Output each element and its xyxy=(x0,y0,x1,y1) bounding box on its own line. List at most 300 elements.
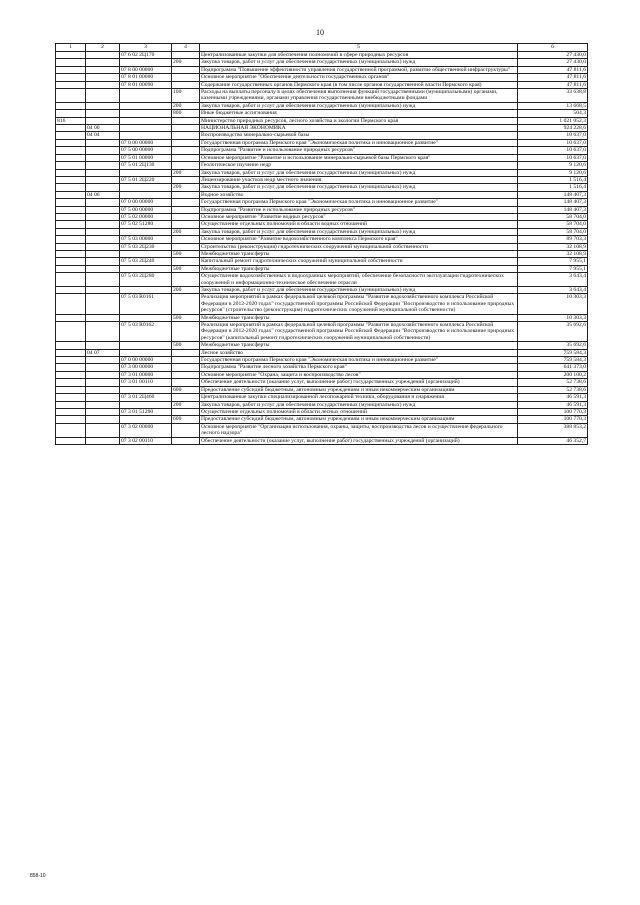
table-row xyxy=(56,349,588,356)
target-code-cell: 07 0 00 00000 xyxy=(120,357,172,364)
amount-cell: 100 770,3 xyxy=(518,408,588,415)
table-row xyxy=(56,228,588,235)
expense-type-cell xyxy=(172,379,200,386)
expense-type-cell: 600 xyxy=(172,386,200,393)
target-code-cell xyxy=(120,250,172,257)
expense-type-cell xyxy=(172,154,200,161)
target-code-cell xyxy=(120,342,172,349)
table-row xyxy=(56,236,588,243)
admin-code-cell xyxy=(56,59,86,66)
target-code-cell xyxy=(120,416,172,423)
description-cell: Основное мероприятие "Развитие водных ресурсов" xyxy=(200,213,518,220)
expense-type-cell: 200 xyxy=(172,228,200,235)
footer-code: 858-10 xyxy=(30,873,46,879)
amount-cell: 100 770,3 xyxy=(518,416,588,423)
section-code-cell xyxy=(86,364,120,371)
table-row xyxy=(56,147,588,154)
target-code-cell: 07 5 03 R0162 xyxy=(120,322,172,342)
admin-code-cell xyxy=(56,364,86,371)
table-row xyxy=(56,357,588,364)
amount-cell: 924 228,6 xyxy=(518,125,588,132)
admin-code-cell xyxy=(56,169,86,176)
table-row xyxy=(56,265,588,272)
table-row xyxy=(56,154,588,161)
section-code-cell xyxy=(86,184,120,191)
description-cell: Водное хозяйство xyxy=(200,191,518,198)
admin-code-cell xyxy=(56,206,86,213)
amount-cell: 35 692,6 xyxy=(518,322,588,342)
section-code-cell xyxy=(86,437,120,444)
admin-code-cell xyxy=(56,52,86,59)
target-code-cell: 07 5 03 00000 xyxy=(120,236,172,243)
amount-cell: 388 853,2 xyxy=(518,423,588,437)
section-code-cell xyxy=(86,314,120,321)
description-cell: Закупка товаров, работ и услуг для обеспечения государственных (муниципальных) нужд xyxy=(200,401,518,408)
table-row xyxy=(56,206,588,213)
description-cell: Лесное хозяйство xyxy=(200,349,518,356)
admin-code-cell xyxy=(56,250,86,257)
table-row xyxy=(56,110,588,117)
description-cell: Строительство (реконструкция) гидротехнических сооружений муниципальной собственности xyxy=(200,243,518,250)
column-header: 4 xyxy=(172,44,200,52)
admin-code-cell xyxy=(56,102,86,109)
description-cell: Закупка товаров, работ и услуг для обеспечения государственных (муниципальных) нужд xyxy=(200,169,518,176)
amount-cell: 46 591,3 xyxy=(518,394,588,401)
section-code-cell xyxy=(86,265,120,272)
expense-type-cell xyxy=(172,125,200,132)
admin-code-cell xyxy=(56,258,86,265)
amount-cell: 46 352,7 xyxy=(518,437,588,444)
admin-code-cell xyxy=(56,228,86,235)
admin-code-cell xyxy=(56,110,86,117)
admin-code-cell xyxy=(56,139,86,146)
table-row xyxy=(56,371,588,378)
description-cell: Лицензирование участков недр местного значения xyxy=(200,176,518,183)
description-cell: Геологическое изучение недр xyxy=(200,162,518,169)
target-code-cell xyxy=(120,386,172,393)
expense-type-cell xyxy=(172,236,200,243)
table-row xyxy=(56,273,588,287)
section-code-cell xyxy=(86,206,120,213)
expense-type-cell: 100 xyxy=(172,89,200,103)
admin-code-cell xyxy=(56,386,86,393)
target-code-cell: 07 3 01 51290 xyxy=(120,408,172,415)
description-cell: Государственная программа Пермского края "Экономическая политика и инновационное развитие" xyxy=(200,139,518,146)
expense-type-cell xyxy=(172,66,200,73)
table-row xyxy=(56,250,588,257)
expense-type-cell xyxy=(172,294,200,314)
table-row xyxy=(56,258,588,265)
admin-code-cell xyxy=(56,132,86,139)
expense-type-cell: 200 xyxy=(172,169,200,176)
amount-cell: 10 303,3 xyxy=(518,314,588,321)
description-cell: Обеспечение деятельности (оказание услуг, выполнение работ) государственных учреждений (организаций) xyxy=(200,379,518,386)
section-code-cell xyxy=(86,322,120,342)
expense-type-cell: 500 xyxy=(172,314,200,321)
amount-cell: 35 692,6 xyxy=(518,342,588,349)
table-row xyxy=(56,294,588,314)
target-code-cell: 07 3 01 00000 xyxy=(120,371,172,378)
section-code-cell xyxy=(86,169,120,176)
budget-table xyxy=(55,43,588,445)
description-cell: Министерство природных ресурсов, лесного хозяйства и экологии Пермского края xyxy=(200,117,518,124)
target-code-cell xyxy=(120,191,172,198)
admin-code-cell xyxy=(56,394,86,401)
expense-type-cell xyxy=(172,394,200,401)
section-code-cell xyxy=(86,258,120,265)
description-cell: Подпрограмма "Развитие лесного хозяйства Пермского края" xyxy=(200,364,518,371)
section-code-cell xyxy=(86,236,120,243)
expense-type-cell: 500 xyxy=(172,265,200,272)
table-row xyxy=(56,184,588,191)
section-code-cell xyxy=(86,147,120,154)
description-cell: Предоставление субсидий бюджетным, автономным учреждениям и иным некоммерческим организациям xyxy=(200,416,518,423)
description-cell: Централизованные закупки для обеспечения полномочий в сфере природных ресурсов xyxy=(200,52,518,59)
admin-code-cell xyxy=(56,416,86,423)
target-code-cell: 07 5 02 00000 xyxy=(120,213,172,220)
table-row xyxy=(56,243,588,250)
target-code-cell xyxy=(120,110,172,117)
amount-cell: 52 738,6 xyxy=(518,386,588,393)
target-code-cell: 07 3 01 00110 xyxy=(120,379,172,386)
section-code-cell xyxy=(86,59,120,66)
description-cell: Воспроизводство минерально-сырьевой базы xyxy=(200,132,518,139)
description-cell: Обеспечение деятельности (оказание услуг, выполнение работ) государственных учреждений (организаций) xyxy=(200,437,518,444)
amount-cell: 10 637,0 xyxy=(518,147,588,154)
table-row xyxy=(56,191,588,198)
section-code-cell xyxy=(86,243,120,250)
target-code-cell: 07 0 00 00000 xyxy=(120,199,172,206)
column-header: 6 xyxy=(518,44,588,52)
section-code-cell xyxy=(86,110,120,117)
expense-type-cell xyxy=(172,162,200,169)
expense-type-cell xyxy=(172,213,200,220)
table-row xyxy=(56,66,588,73)
target-code-cell: 07 5 03 2Ц280 xyxy=(120,273,172,287)
amount-cell: 7 955,1 xyxy=(518,258,588,265)
expense-type-cell xyxy=(172,199,200,206)
section-code-cell xyxy=(86,199,120,206)
amount-cell: 759 584,3 xyxy=(518,349,588,356)
target-code-cell xyxy=(120,132,172,139)
description-cell: Подпрограмма "Развитие и использование природных ресурсов" xyxy=(200,147,518,154)
admin-code-cell xyxy=(56,147,86,154)
description-cell: Государственная программа Пермского края "Экономическая политика и инновационное развитие" xyxy=(200,199,518,206)
description-cell: Подпрограмма "Повышение эффективности управления государственной программой, развитие общественной инфраструктуры" xyxy=(200,66,518,73)
amount-cell: 1 516,4 xyxy=(518,184,588,191)
target-code-cell: 07 3 02 00110 xyxy=(120,437,172,444)
description-cell: НАЦИОНАЛЬНАЯ ЭКОНОМИКА xyxy=(200,125,518,132)
admin-code-cell xyxy=(56,221,86,228)
section-code-cell xyxy=(86,81,120,88)
admin-code-cell xyxy=(56,74,86,81)
admin-code-cell xyxy=(56,89,86,103)
table-row xyxy=(56,221,588,228)
section-code-cell xyxy=(86,102,120,109)
admin-code-cell xyxy=(56,322,86,342)
expense-type-cell xyxy=(172,117,200,124)
amount-cell: 148 407,3 xyxy=(518,199,588,206)
table-row xyxy=(56,102,588,109)
amount-cell: 1 021 052,3 xyxy=(518,117,588,124)
amount-cell: 13 668,5 xyxy=(518,102,588,109)
expense-type-cell xyxy=(172,176,200,183)
target-code-cell: 07 5 02 51280 xyxy=(120,221,172,228)
target-code-cell: 07 0 00 00000 xyxy=(120,139,172,146)
target-code-cell: 07 5 03 R0161 xyxy=(120,294,172,314)
target-code-cell xyxy=(120,401,172,408)
description-cell: Предоставление субсидий бюджетным, автономным учреждениям и иным некоммерческим организациям xyxy=(200,386,518,393)
table-header-row xyxy=(56,44,588,52)
admin-code-cell xyxy=(56,349,86,356)
amount-cell: 10 303,3 xyxy=(518,294,588,314)
section-code-cell xyxy=(86,379,120,386)
admin-code-cell xyxy=(56,371,86,378)
table-row xyxy=(56,213,588,220)
table-row xyxy=(56,423,588,437)
expense-type-cell: 200 xyxy=(172,184,200,191)
expense-type-cell: 800 xyxy=(172,110,200,117)
description-cell: Централизованные закупки специализированной лесопожарной техники, оборудования и снаряжения xyxy=(200,394,518,401)
description-cell: Осуществление отдельных полномочий в области лесных отношений xyxy=(200,408,518,415)
amount-cell: 504,3 xyxy=(518,110,588,117)
expense-type-cell: 200 xyxy=(172,401,200,408)
section-code-cell: 04 04 xyxy=(86,132,120,139)
section-code-cell xyxy=(86,154,120,161)
table-row xyxy=(56,52,588,59)
expense-type-cell xyxy=(172,408,200,415)
admin-code-cell xyxy=(56,357,86,364)
table-row xyxy=(56,408,588,415)
admin-code-cell xyxy=(56,162,86,169)
expense-type-cell: 600 xyxy=(172,416,200,423)
amount-cell: 47 811,6 xyxy=(518,66,588,73)
admin-code-cell xyxy=(56,408,86,415)
description-cell: Основное мероприятие "Организация использования, охраны, защиты, воспроизводства лесов и осуществление федерального лесного надзора" xyxy=(200,423,518,437)
target-code-cell: 07 8 00 00000 xyxy=(120,66,172,73)
table-row xyxy=(56,322,588,342)
table-row xyxy=(56,81,588,88)
section-code-cell xyxy=(86,371,120,378)
description-cell: Содержание государственных органов Пермского края (в том числе органов государственной власти Пермского края) xyxy=(200,81,518,88)
description-cell: Основное мероприятие "Развитие водохозяйственного комплекса Пермского края" xyxy=(200,236,518,243)
amount-cell: 9 120,6 xyxy=(518,169,588,176)
section-code-cell xyxy=(86,401,120,408)
amount-cell: 47 811,6 xyxy=(518,81,588,88)
amount-cell: 32 108,9 xyxy=(518,250,588,257)
expense-type-cell xyxy=(172,221,200,228)
table-row xyxy=(56,394,588,401)
amount-cell: 46 591,3 xyxy=(518,401,588,408)
expense-type-cell xyxy=(172,364,200,371)
admin-code-cell xyxy=(56,287,86,294)
description-cell: Межбюджетные трансферты xyxy=(200,265,518,272)
expense-type-cell xyxy=(172,81,200,88)
expense-type-cell xyxy=(172,191,200,198)
description-cell: Закупка товаров, работ и услуг для обеспечения государственных (муниципальных) нужд xyxy=(200,184,518,191)
amount-cell: 1 516,4 xyxy=(518,176,588,183)
table-row xyxy=(56,416,588,423)
target-code-cell xyxy=(120,117,172,124)
target-code-cell: 07 5 03 2Ц240 xyxy=(120,258,172,265)
amount-cell: 52 738,6 xyxy=(518,379,588,386)
section-code-cell xyxy=(86,357,120,364)
description-cell: Закупка товаров, работ и услуг для обеспечения государственных (муниципальных) нужд xyxy=(200,287,518,294)
expense-type-cell: 500 xyxy=(172,342,200,349)
table-row xyxy=(56,314,588,321)
expense-type-cell: 200 xyxy=(172,102,200,109)
admin-code-cell xyxy=(56,81,86,88)
amount-cell: 10 637,0 xyxy=(518,132,588,139)
description-cell: Осуществление отдельных полномочий в области водных отношений xyxy=(200,221,518,228)
description-cell: Закупка товаров, работ и услуг для обеспечения государственных (муниципальных) нужд xyxy=(200,228,518,235)
table-row xyxy=(56,379,588,386)
expense-type-cell xyxy=(172,147,200,154)
page-number: 10 xyxy=(316,28,324,37)
table-row xyxy=(56,132,588,139)
target-code-cell xyxy=(120,102,172,109)
section-code-cell xyxy=(86,394,120,401)
table-row xyxy=(56,89,588,103)
section-code-cell: 04 00 xyxy=(86,125,120,132)
admin-code-cell xyxy=(56,191,86,198)
table-row xyxy=(56,342,588,349)
table-row xyxy=(56,176,588,183)
target-code-cell: 07 5 01 2Ц130 xyxy=(120,162,172,169)
target-code-cell: 07 5 03 2Ц230 xyxy=(120,243,172,250)
table-row xyxy=(56,162,588,169)
target-code-cell: 07 5 01 00000 xyxy=(120,154,172,161)
admin-code-cell: 816 xyxy=(56,117,86,124)
table-row xyxy=(56,386,588,393)
amount-cell: 7 955,1 xyxy=(518,265,588,272)
expense-type-cell: 200 xyxy=(172,59,200,66)
table-row xyxy=(56,401,588,408)
target-code-cell: 07 3 02 00000 xyxy=(120,423,172,437)
description-cell: Реализация мероприятий в рамках федеральной целевой программы "Развитие водохозяйственного комплекса Российской Федерации в 2012-2020 годах" государственной программы Российской Федерации "Воспроизводство и использование природных ресурсов" (капитальный ремонт гидротехнических сооружений муниципальной собственности) xyxy=(200,322,518,342)
target-code-cell xyxy=(120,169,172,176)
target-code-cell xyxy=(120,125,172,132)
admin-code-cell xyxy=(56,273,86,287)
amount-cell: 58 704,0 xyxy=(518,221,588,228)
target-code-cell: 07 8 01 00000 xyxy=(120,74,172,81)
description-cell: Межбюджетные трансферты xyxy=(200,250,518,257)
admin-code-cell xyxy=(56,236,86,243)
expense-type-cell xyxy=(172,74,200,81)
amount-cell: 27 430,0 xyxy=(518,52,588,59)
amount-cell: 58 704,0 xyxy=(518,213,588,220)
expense-type-cell: 200 xyxy=(172,287,200,294)
section-code-cell xyxy=(86,294,120,314)
amount-cell: 27 430,0 xyxy=(518,59,588,66)
amount-cell: 10 637,0 xyxy=(518,154,588,161)
admin-code-cell xyxy=(56,342,86,349)
description-cell: Основное мероприятие "Обеспечение деятельности государственных органов" xyxy=(200,74,518,81)
target-code-cell xyxy=(120,228,172,235)
section-code-cell xyxy=(86,250,120,257)
amount-cell: 33 638,8 xyxy=(518,89,588,103)
table-row xyxy=(56,169,588,176)
description-cell: Государственная программа Пермского края "Экономическая политика и инновационное развитие" xyxy=(200,357,518,364)
table-row xyxy=(56,59,588,66)
section-code-cell xyxy=(86,221,120,228)
amount-cell: 32 108,9 xyxy=(518,243,588,250)
amount-cell: 200 100,2 xyxy=(518,371,588,378)
section-code-cell xyxy=(86,342,120,349)
expense-type-cell xyxy=(172,139,200,146)
target-code-cell: 07 5 01 2Ц220 xyxy=(120,176,172,183)
description-cell: Иные бюджетные ассигнования xyxy=(200,110,518,117)
expense-type-cell xyxy=(172,371,200,378)
target-code-cell: 07 6 02 2Ц170 xyxy=(120,52,172,59)
expense-type-cell xyxy=(172,206,200,213)
amount-cell: 3 643,4 xyxy=(518,273,588,287)
section-code-cell xyxy=(86,162,120,169)
section-code-cell xyxy=(86,273,120,287)
section-code-cell xyxy=(86,74,120,81)
admin-code-cell xyxy=(56,314,86,321)
amount-cell: 58 704,0 xyxy=(518,228,588,235)
admin-code-cell xyxy=(56,423,86,437)
amount-cell: 47 811,6 xyxy=(518,74,588,81)
section-code-cell xyxy=(86,213,120,220)
expense-type-cell: 500 xyxy=(172,250,200,257)
description-cell: Расходы на выплаты персоналу в целях обеспечения выполнения функций государственными (муниципальными) органами, казенными учреждениями, органами управления государственными внебюджетными фондами xyxy=(200,89,518,103)
description-cell: Капитальный ремонт гидротехнических сооружений муниципальной собственности xyxy=(200,258,518,265)
admin-code-cell xyxy=(56,243,86,250)
column-header: 3 xyxy=(120,44,172,52)
table-row xyxy=(56,139,588,146)
target-code-cell xyxy=(120,265,172,272)
section-code-cell xyxy=(86,287,120,294)
target-code-cell xyxy=(120,89,172,103)
admin-code-cell xyxy=(56,66,86,73)
description-cell: Межбюджетные трансферты xyxy=(200,342,518,349)
table-row xyxy=(56,364,588,371)
table-row xyxy=(56,287,588,294)
admin-code-cell xyxy=(56,125,86,132)
table-row xyxy=(56,437,588,444)
admin-code-cell xyxy=(56,176,86,183)
admin-code-cell xyxy=(56,437,86,444)
description-cell: Межбюджетные трансферты xyxy=(200,314,518,321)
section-code-cell xyxy=(86,386,120,393)
description-cell: Основное мероприятие "Охрана, защита и воспроизводство лесов" xyxy=(200,371,518,378)
description-cell: Закупка товаров, работ и услуг для обеспечения государственных (муниципальных) нужд xyxy=(200,59,518,66)
description-cell: Реализация мероприятий в рамках федеральной целевой программы "Развитие водохозяйственного комплекса Российской Федерации в 2012-2020 годах" государственной программы Российской Федерации "Воспроизводство и использование природных ресурсов" (строительство (реконструкция) гидротехнических сооружений муниципальной собственности) xyxy=(200,294,518,314)
expense-type-cell xyxy=(172,349,200,356)
target-code-cell: 07 8 01 00090 xyxy=(120,81,172,88)
admin-code-cell xyxy=(56,154,86,161)
column-header: 1 xyxy=(56,44,86,52)
target-code-cell: 07 5 00 00000 xyxy=(120,206,172,213)
section-code-cell: 04 07 xyxy=(86,349,120,356)
target-code-cell: 07 3 01 2Ц460 xyxy=(120,394,172,401)
table-row xyxy=(56,74,588,81)
expense-type-cell xyxy=(172,243,200,250)
amount-cell: 759 584,3 xyxy=(518,357,588,364)
section-code-cell xyxy=(86,66,120,73)
expense-type-cell xyxy=(172,52,200,59)
expense-type-cell xyxy=(172,273,200,287)
column-header: 5 xyxy=(200,44,518,52)
admin-code-cell xyxy=(56,213,86,220)
table-row xyxy=(56,199,588,206)
section-code-cell xyxy=(86,89,120,103)
description-cell: Осуществление водохозяйственных и водоохранных мероприятий, обеспечение безопасности эксплуатации гидротехнических сооружений и информационно-техническое обеспечение отрасли xyxy=(200,273,518,287)
admin-code-cell xyxy=(56,265,86,272)
table-row xyxy=(56,125,588,132)
